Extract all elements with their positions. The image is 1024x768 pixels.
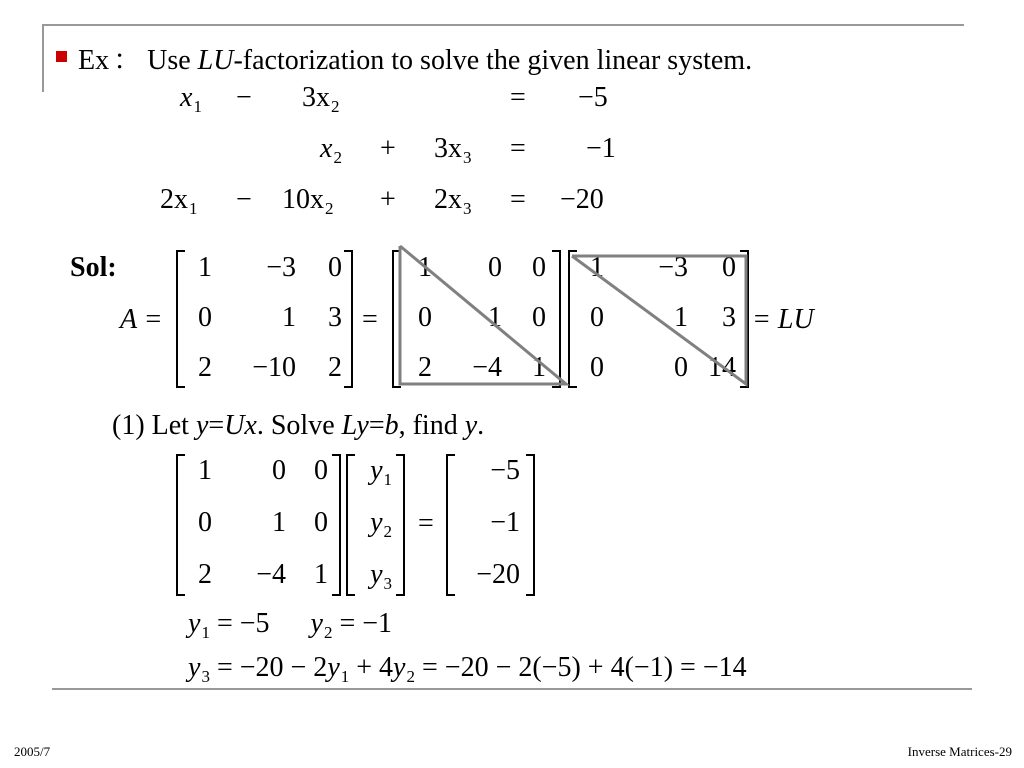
matrix-l2-cell-r3c2: −4: [256, 559, 286, 590]
factor-equals: =: [362, 304, 378, 335]
matrix-a-cell-r3c2: −10: [252, 352, 296, 383]
result-line-2: $y_3 = -20 - 2y_1 + 4y_2 = -20 - 2(-5) + 4(-1) = -14$: [188, 652, 747, 686]
sys-r3-op2: +: [380, 184, 396, 215]
sys-r1-x2: $3x_2$: [302, 82, 340, 116]
sol-label: Sol:: [70, 252, 117, 283]
matrix-l-cell-r2c2: 1: [488, 302, 502, 333]
sys-r3-x1: $2x_1$: [160, 184, 198, 218]
matrix-u-cell-r2c3: 3: [722, 302, 736, 333]
vector-y-cell-r2: $y_2$: [370, 507, 392, 541]
matrix-l2-cell-r1c3: 0: [314, 455, 328, 486]
matrix-a-cell-r2c2: 1: [282, 302, 296, 333]
sys-r1-eq: =: [510, 82, 526, 113]
footer-date: 2005/7: [14, 744, 51, 759]
matrix-l-cell-r3c2: −4: [472, 352, 502, 383]
equals-lu: = LU: [752, 304, 814, 335]
sys-r3-x2: $10x_2$: [282, 184, 334, 218]
matrix-l-cell-r2c3: 0: [532, 302, 546, 333]
a-equals: A =: [120, 304, 163, 335]
sys-r1-x1: $x_1$: [180, 82, 202, 116]
intro-lu: LU: [197, 45, 234, 76]
vector-b-cell-r2: −1: [490, 507, 520, 538]
matrix-u-cell-r2c2: 1: [674, 302, 688, 333]
matrix-l2-cell-r3c3: 1: [314, 559, 328, 590]
matrix-l-cell-r1c2: 0: [488, 252, 502, 283]
intro-post: -factorization to solve the given linear system.: [233, 45, 753, 76]
matrix-a-cell-r2c3: 3: [328, 302, 342, 333]
matrix-u-cell-r1c3: 0: [722, 252, 736, 283]
result-line-1: $y_1 = -5$ $y_2 = -1$: [188, 608, 393, 642]
matrix-u-cell-r3c1: 0: [590, 352, 604, 383]
matrix-a-cell-r2c1: 0: [198, 302, 212, 333]
matrix-l-cell-r3c1: 2: [418, 352, 432, 383]
lower-triangle-outline: [400, 246, 566, 384]
matrix-a-cell-r1c2: −3: [266, 252, 296, 283]
matrix-l-cell-r1c3: 0: [532, 252, 546, 283]
intro-pre: Use: [147, 45, 198, 76]
matrix-a-cell-r1c3: 0: [328, 252, 342, 283]
matrix-a-cell-r3c1: 2: [198, 352, 212, 383]
sys-r2-op: +: [380, 133, 396, 164]
sys-r1-op: −: [236, 82, 252, 113]
vector-y-cell-r3: $y_3$: [370, 559, 392, 593]
ly-equals: =: [418, 508, 434, 539]
matrix-u-cell-r1c2: −3: [658, 252, 688, 283]
vector-y-cell-r1: $y_1$: [370, 455, 392, 489]
sys-r1-rhs: −5: [578, 82, 608, 113]
sys-r2-rhs: −1: [586, 133, 616, 164]
matrix-l-cell-r3c3: 1: [532, 352, 546, 383]
sys-r3-eq: =: [510, 184, 526, 215]
vector-b-left-bracket: [446, 454, 455, 596]
matrix-l2-cell-r2c3: 0: [314, 507, 328, 538]
matrix-a-cell-r1c1: 1: [198, 252, 212, 283]
vector-b-cell-r3: −20: [476, 559, 520, 590]
matrix-l-cell-r2c1: 0: [418, 302, 432, 333]
upper-triangle-outline: [572, 256, 746, 384]
matrix-l2-cell-r1c2: 0: [272, 455, 286, 486]
sys-r2-eq: =: [510, 133, 526, 164]
matrix-l2-cell-r1c1: 1: [198, 455, 212, 486]
matrix-u-cell-r1c1: 1: [590, 252, 604, 283]
ex-colon: ：: [113, 45, 142, 76]
vector-b-cell-r1: −5: [490, 455, 520, 486]
sys-r3-op1: −: [236, 184, 252, 215]
vector-b-right-bracket: [526, 454, 535, 596]
matrix-l2-cell-r2c1: 0: [198, 507, 212, 538]
matrix-l2-cell-r3c1: 2: [198, 559, 212, 590]
step1-line: (1) Let y=Ux. Solve Ly=b, find y.: [112, 410, 485, 441]
matrix-l2-cell-r2c2: 1: [272, 507, 286, 538]
matrix-u-cell-r3c3: 14: [708, 352, 736, 383]
footer-page: Inverse Matrices-29: [907, 744, 1012, 759]
matrix-u-cell-r2c1: 0: [590, 302, 604, 333]
sys-r3-x3: $2x_3$: [434, 184, 472, 218]
sys-r2-x2: $x_2$: [320, 133, 342, 167]
ex-label: Ex: [78, 45, 110, 76]
vector-y-right-bracket: [396, 454, 405, 596]
sys-r2-x3: $3x_3$: [434, 133, 472, 167]
sys-r3-rhs: −20: [560, 184, 604, 215]
matrix-u-cell-r3c2: 0: [674, 352, 688, 383]
matrix-l-cell-r1c1: 1: [418, 252, 432, 283]
matrix-a-cell-r3c3: 2: [328, 352, 342, 383]
